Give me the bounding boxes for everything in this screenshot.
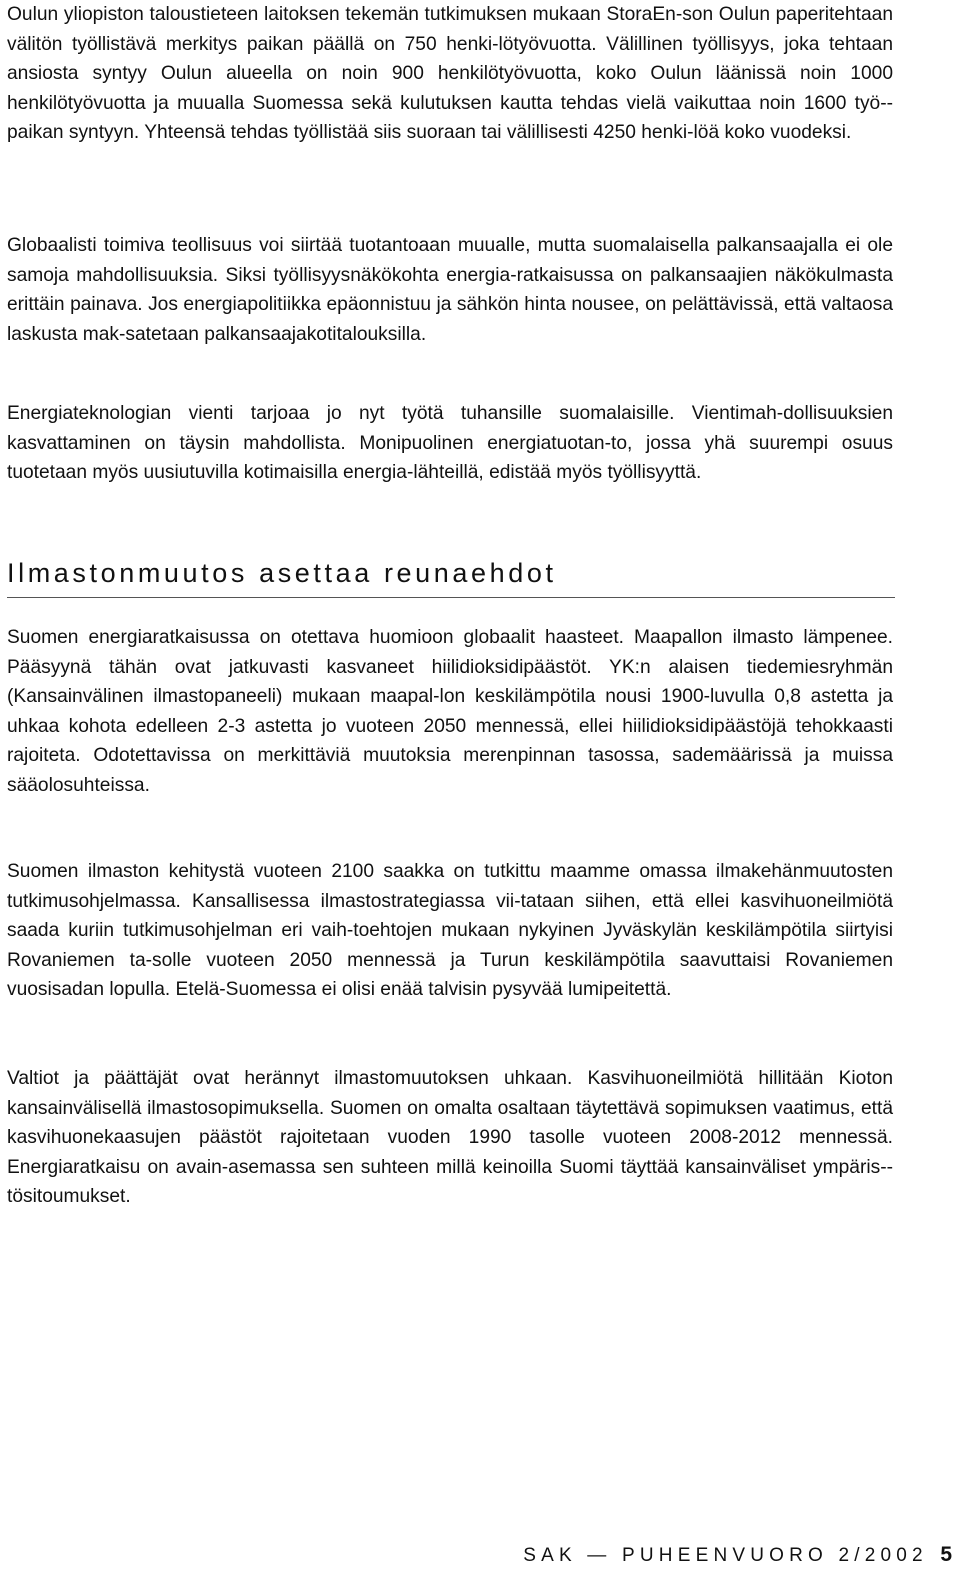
paragraph-globalization: Globaalisti toimiva teollisuus voi siirtää tuotantoaan muualle, mutta suomalaisella palkansaajalla ei ole samoja mahdollisuuksia. Siksi työllisyysnäkökohta energia-ratkaisussa on palkansaajien näkökulmasta erittäin painava. Jos energiapolitiikka epäonnistuu ja sähkön hinta nousee, on pelättävissä, että valtaosa laskusta mak-satetaan palkansaajakotitalouksilla. — [7, 235, 893, 345]
paragraph-employment-impact: Oulun yliopiston taloustieteen laitoksen tekemän tutkimuksen mukaan StoraEn-son Oulun paperitehtaan välitön työllistävä merkitys paikan päällä on 750 henki-lötyövuotta. Välillinen työllisyys, joka tehtaan ansiosta syntyy Oulun alueella on noin 900 henkilötyövuotta, koko Oulun läänissä noin 1000 henkilötyövuotta ja muualla Suomessa sekä kulutuksen kautta tehdas vielä vaikuttaa noin 1600 työ-paikan syntyyn. Yhteensä tehdas työllistää siis suoraan tai välillisesti 4250 henki-löä koko vuodeksi. — [7, 4, 893, 144]
section-heading: Ilmastonmuutos asettaa reunaehdot — [7, 558, 557, 588]
paragraph-climate-global: Suomen energiaratkaisussa on otettava huomioon globaalit haasteet. Maapallon ilmasto lämpenee. Pääsyynä tähän ovat jatkuvasti kasvaneet hiilidioksidipäästöt. YK:n alaisen tiedemiesryhmän (Kansainvälinen ilmastopaneeli) mukaan maapal-lon keskilämpötila nousi 1900-luvulla 0,8 astetta ja uhkaa kohota edelleen 2-3 astetta jo vuoteen 2050 mennessä, ellei hiilidioksidipäästöjä tehokkaasti rajoiteta. Odotettavissa on merkittäviä muutoksia merenpinnan tasossa, sademäärissä ja muissa sääolosuhteissa. — [7, 627, 893, 796]
footer-publication: SAK — PUHEENVUORO 2/2002 — [523, 1545, 928, 1566]
paragraph-energy-technology: Energiateknologian vienti tarjoaa jo nyt työtä tuhansille suomalaisille. Vientimah-dollisuuksien kasvattaminen on täysin mahdollista. Monipuolinen energiatuotan-to, jossa yhä suurempi osuus tuotetaan myös uusiutuvilla kotimaisilla energia-lähteillä, edistää myös työllisyyttä. — [7, 403, 893, 484]
paragraph-climate-policy: Valtiot ja päättäjät ovat herännyt ilmastomuutoksen uhkaan. Kasvihuoneilmiötä hillitään Kioton kansainvälisellä ilmastosopimuksella. Suomen on omalta osaltaan täytettävä sopimuksen vaatimus, että kasvihuonekaasujen päästöt rajoitetaan vuoden 1990 tasolle vuoteen 2008-2012 mennessä. Energiaratkaisu on avain-asemassa sen suhteen millä keinoilla Suomi täyttää kansainväliset ympäris-tösitoumukset. — [7, 1068, 893, 1208]
section-heading-block — [7, 556, 895, 598]
paragraph-climate-finland: Suomen ilmaston kehitystä vuoteen 2100 saakka on tutkittu maamme omassa ilmakehänmuutosten tutkimusohjelmassa. Kansallisessa ilmastostrategiassa vii-tataan siihen, että ellei kasvihuoneilmiötä saada kuriin tutkimusohjelman eri vaih-toehtojen mukaan nykyinen Jyväskylän keskilämpötila siirtyisi Rovaniemen ta-solle vuoteen 2050 mennessä ja Turun keskilämpötila saavuttaisi Rovaniemen vuosisadan lopulla. Etelä-Suomessa ei olisi enää talvisin pysyvää lumipeitettä. — [7, 861, 893, 1001]
page-number: 5 — [940, 1543, 952, 1566]
page-footer — [523, 1543, 952, 1567]
